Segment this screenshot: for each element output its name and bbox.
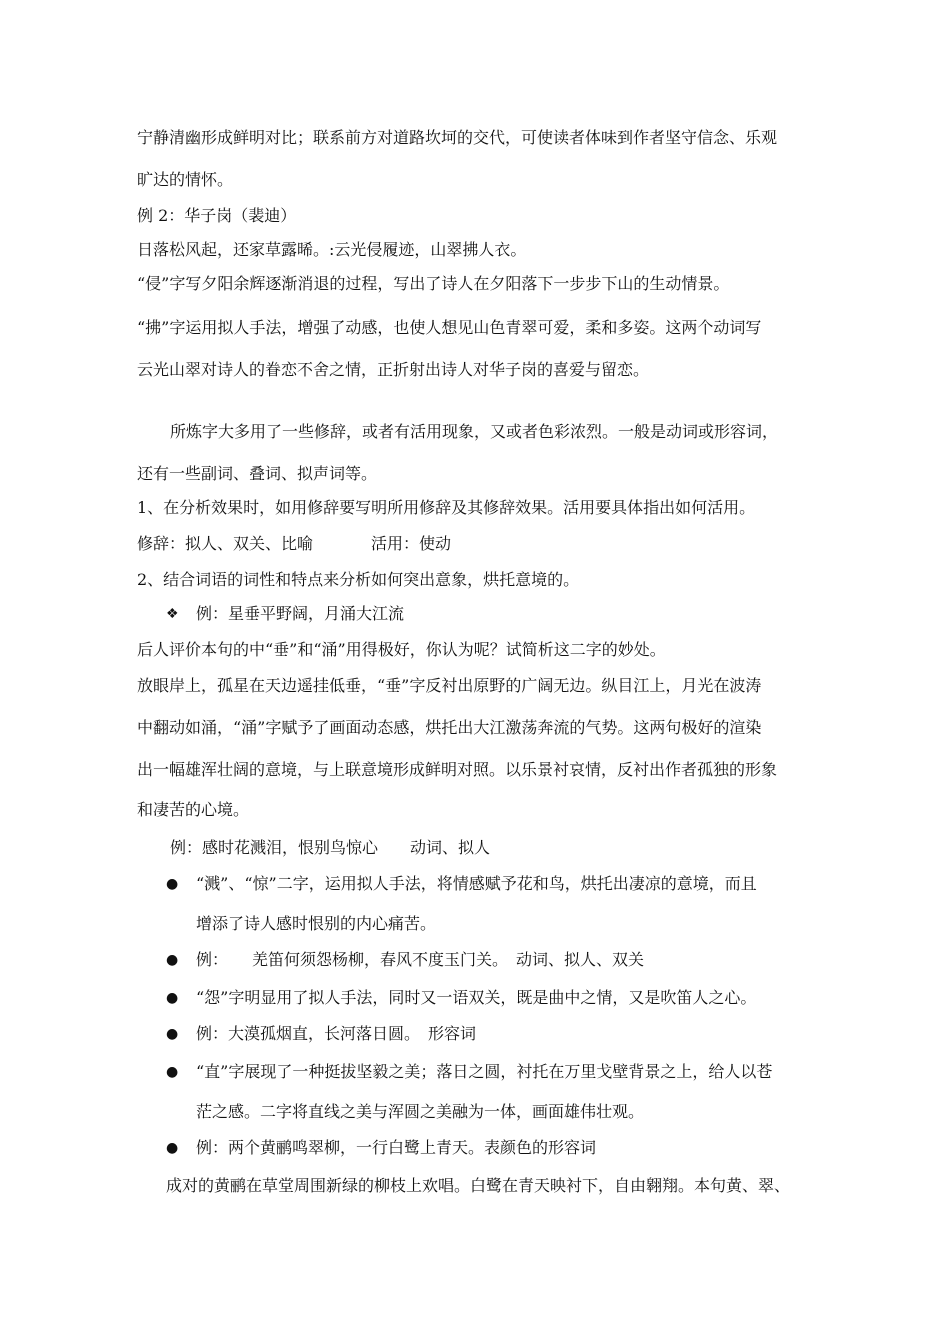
question-line: 后人评价本句的中“垂”和“涌”用得极好，你认为呢？试简析这二字的妙处。 (137, 640, 666, 659)
usage-list: 活用：使动 (371, 534, 452, 553)
numbered-point: 2、结合词语的词性和特点来分析如何突出意象，烘托意境的。 (137, 570, 580, 589)
example-line: 例：星垂平野阔，月涌大江流 (196, 604, 405, 623)
paragraph-line: “拂”字运用拟人手法，增强了动感，也使人想见山色青翠可爱，柔和多姿。这两个动词写 (137, 318, 762, 337)
paragraph-line: 成对的黄鹂在草堂周围新绿的柳枝上欢唱。白鹭在青天映衬下，自由翱翔。本句黄、翠、 (166, 1176, 791, 1195)
dot-bullet-icon: ● (166, 1064, 179, 1080)
dot-bullet-icon: ● (166, 1140, 179, 1156)
example-line: 例：感时花溅泪，恨别鸟惊心 动词、拟人 (170, 838, 491, 857)
dot-bullet-icon: ● (166, 876, 179, 892)
bullet-text: 例： 羌笛何须怨杨柳，春风不度玉门关。 动词、拟人、双关 (196, 950, 645, 969)
bullet-text: 增添了诗人感时恨别的内心痛苦。 (196, 914, 437, 933)
poem-line: 日落松风起，还家草露晞。:云光侵履迹，山翠拂人衣。 (137, 240, 527, 259)
paragraph-line: 旷达的情怀。 (137, 170, 234, 189)
dot-bullet-icon: ● (166, 1026, 179, 1042)
rhetoric-list: 修辞：拟人、双关、比喻 (137, 534, 314, 553)
paragraph-line: 放眼岸上，孤星在天边遥挂低垂，“垂”字反衬出原野的广阔无边。纵目江上，月光在波涛 (137, 676, 762, 695)
bullet-text: “直”字展现了一种挺拔坚毅之美；落日之圆，衬托在万里戈壁背景之上，给人以苍 (196, 1062, 773, 1081)
numbered-point: 1、在分析效果时，如用修辞要写明所用修辞及其修辞效果。活用要具体指出如何活用。 (137, 498, 756, 517)
diamond-bullet-icon: ❖ (166, 606, 179, 622)
example-heading: 例 2：华子岗（裴迪） (137, 206, 297, 225)
paragraph-line: 中翻动如涌，“涌”字赋予了画面动态感，烘托出大江激荡奔流的气势。这两句极好的渲染 (137, 718, 762, 737)
bullet-text: 例：两个黄鹂鸣翠柳，一行白鹭上青天。表颜色的形容词 (196, 1138, 597, 1157)
paragraph-line: 宁静清幽形成鲜明对比；联系前方对道路坎坷的交代，可使读者体味到作者坚守信念、乐观 (137, 128, 778, 147)
paragraph-line: “侵”字写夕阳余辉逐渐消退的过程，写出了诗人在夕阳落下一步步下山的生动情景。 (137, 274, 730, 293)
dot-bullet-icon: ● (166, 952, 179, 968)
paragraph-line: 云光山翠对诗人的眷恋不舍之情，正折射出诗人对华子岗的喜爱与留恋。 (137, 360, 650, 379)
paragraph-line: 和凄苦的心境。 (137, 800, 250, 819)
bullet-text: 茫之感。二字将直线之美与浑圆之美融为一体，画面雄伟壮观。 (196, 1102, 645, 1121)
paragraph-line: 还有一些副词、叠词、拟声词等。 (137, 464, 378, 483)
paragraph-line: 所炼字大多用了一些修辞，或者有活用现象，又或者色彩浓烈。一般是动词或形容词， (170, 422, 779, 441)
paragraph-line: 出一幅雄浑壮阔的意境，与上联意境形成鲜明对照。以乐景衬哀情，反衬出作者孤独的形象 (137, 760, 778, 779)
bullet-text: “溅”、“惊”二字，运用拟人手法，将情感赋予花和鸟，烘托出凄凉的意境，而且 (196, 874, 757, 893)
bullet-text: “怨”字明显用了拟人手法，同时又一语双关，既是曲中之情，又是吹笛人之心。 (196, 988, 757, 1007)
dot-bullet-icon: ● (166, 990, 179, 1006)
bullet-text: 例：大漠孤烟直，长河落日圆。 形容词 (196, 1024, 477, 1043)
